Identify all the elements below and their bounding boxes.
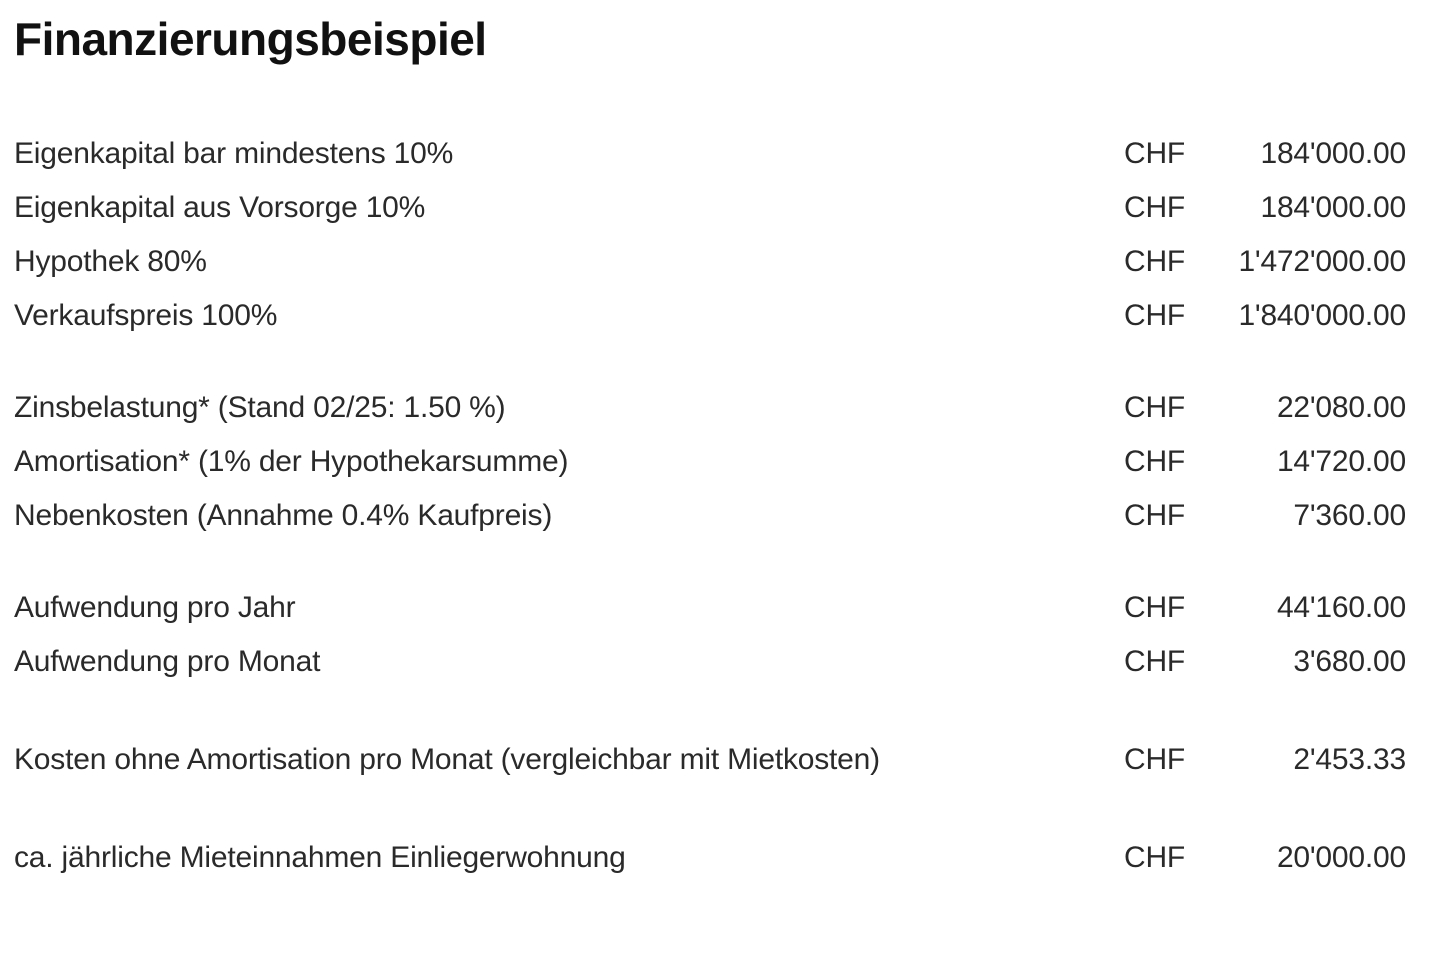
table-row: [6, 581, 1406, 635]
row-currency: CHF: [1124, 244, 1186, 278]
row-currency: CHF: [1124, 590, 1186, 624]
row-currency: CHF: [1124, 840, 1186, 874]
row-currency: CHF: [1124, 498, 1186, 532]
table-row: [6, 181, 1406, 235]
row-label: Eigenkapital aus Vorsorge 10%: [14, 190, 426, 224]
financing-table: [6, 127, 1406, 885]
group-separator: [6, 543, 1406, 581]
table-row: [6, 733, 1406, 787]
table-row: [6, 635, 1406, 689]
row-label: Amortisation* (1% der Hypothekarsumme): [14, 444, 569, 478]
row-amount: 20'000.00: [1276, 840, 1406, 874]
table-row: [6, 831, 1406, 885]
table-row: [6, 435, 1406, 489]
row-label: Nebenkosten (Annahme 0.4% Kaufpreis): [14, 498, 553, 532]
row-currency: CHF: [1124, 444, 1186, 478]
row-label: Eigenkapital bar mindestens 10%: [14, 136, 454, 170]
row-currency: CHF: [1124, 742, 1186, 776]
row-amount: 14'720.00: [1276, 444, 1406, 478]
row-label: Hypothek 80%: [14, 244, 207, 278]
row-label: Aufwendung pro Jahr: [14, 590, 296, 624]
row-label: Aufwendung pro Monat: [14, 644, 321, 678]
row-amount: 7'360.00: [1293, 498, 1406, 532]
table-row: [6, 289, 1406, 343]
row-currency: CHF: [1124, 298, 1186, 332]
group-separator: [6, 689, 1406, 733]
row-currency: CHF: [1124, 190, 1186, 224]
row-amount: 44'160.00: [1276, 590, 1406, 624]
group-separator: [6, 787, 1406, 831]
row-currency: CHF: [1124, 136, 1186, 170]
row-label: ca. jährliche Mieteinnahmen Einliegerwohnung: [14, 840, 626, 874]
row-amount: 22'080.00: [1276, 390, 1406, 424]
row-currency: CHF: [1124, 390, 1186, 424]
row-label: Zinsbelastung* (Stand 02/25: 1.50 %): [14, 390, 506, 424]
row-amount: 184'000.00: [1260, 136, 1406, 170]
group-separator: [6, 343, 1406, 381]
row-amount: 2'453.33: [1293, 742, 1406, 776]
table-row: [6, 235, 1406, 289]
row-label: Verkaufspreis 100%: [14, 298, 278, 332]
row-amount: 3'680.00: [1293, 644, 1406, 678]
table-row: [6, 381, 1406, 435]
row-currency: CHF: [1124, 644, 1186, 678]
row-amount: 184'000.00: [1260, 190, 1406, 224]
page-title: Finanzierungsbeispiel: [14, 13, 487, 65]
row-amount: 1'840'000.00: [1238, 298, 1406, 332]
row-amount: 1'472'000.00: [1238, 244, 1406, 278]
row-label: Kosten ohne Amortisation pro Monat (vergleichbar mit Mietkosten): [14, 742, 880, 776]
table-row: [6, 489, 1406, 543]
table-row: [6, 127, 1406, 181]
